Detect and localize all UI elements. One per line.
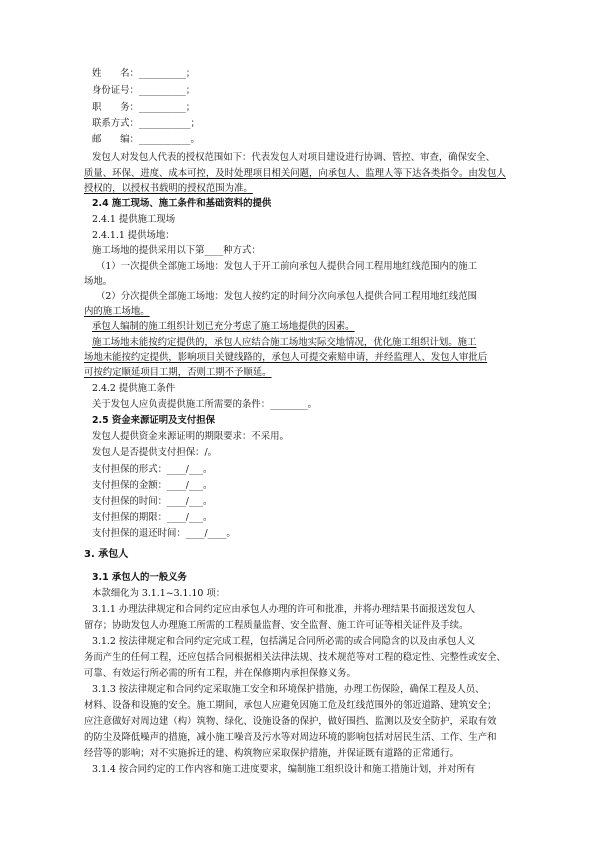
site-method-line: 施工场地的提供采用以下第____种方式： — [92, 245, 261, 256]
auth-scope-line-2: 质量、环保、进度、成本可控，及时处理项目相关问题，向承包人、监理人等下达各类指令。由发包人 — [84, 168, 506, 179]
site-delay-line-1: 施工场地未能按约定提供的，承包人应结合施工场地实际交地情况，优化施工组织计划。施工 — [92, 337, 477, 348]
subsection-2-4-1: 2.4.1 提供施工现场 — [92, 214, 176, 225]
section-2-5-heading: 2.5 资金来源证明及支付担保 — [92, 415, 215, 426]
item-3-1-1-line-2: 留存；协助发包人办理施工所需的工程质量监督、安全监督、施工许可证等相关证件及手续。 — [84, 620, 469, 631]
item-3-1-3-line-1: 3.1.3 按法律规定和合同约定采取施工安全和环境保护措施，办理工伤保险，确保工程及人员、 — [92, 684, 485, 695]
item-3-1-2-line-1: 3.1.2 按法律规定和合同约定完成工程，包括满足合同所必需的或合同隐含的以及由承包人义 — [92, 636, 476, 647]
funding-proof-line: 发包人提供资金来源证明的期限要求：不采用。 — [92, 431, 289, 442]
rep-title-line: 职 务：__________； — [92, 102, 196, 113]
site-factor-line: 承包人编制的施工组织计划已充分考虑了施工场地提供的因素。 — [92, 321, 355, 332]
item-3-1-1-line-1: 3.1.1 办理法律规定和合同约定应由承包人办理的许可和批准，并将办理结果书面报送发包人 — [92, 604, 476, 615]
guarantee-amount-line: 支付担保的金额：____/___。 — [92, 480, 213, 491]
site-delay-line-2: 场地未能按约定提供，影响项目关键线路的，承包人可提交索赔申请，并经监理人、发包人审批后 — [84, 352, 488, 363]
subsection-2-4-1-1: 2.4.1.1 提供场地： — [92, 230, 175, 241]
section-3-1-intro: 本款细化为 3.1.1~3.1.10 项： — [92, 588, 226, 599]
guarantee-period-line: 支付担保的期限：____/___。 — [92, 512, 213, 523]
section-3-1-heading: 3.1 承包人的一般义务 — [92, 572, 187, 583]
option-1-line-2: 场地。 — [84, 276, 113, 287]
item-3-1-3-line-5: 经营等的影响；对不实施拆迁的建、构筑物应采取保护措施，并保证既有道路的正常通行。 — [84, 748, 460, 759]
rep-name-line: 姓 名：__________； — [92, 68, 196, 79]
option-2-line-1: （2）分次提供全部施工场地：发包人按约定的时间分次向承包人提供合同工程用地红线范围 — [96, 291, 477, 302]
option-1-line-1: （1）一次提供全部施工场地：发包人于开工前向承包人提供合同工程用地红线范围内的施工 — [96, 261, 477, 272]
auth-scope-line-3: 授权的，以授权书载明的授权范围为准。 — [84, 183, 253, 194]
option-2-line-2: 内的施工场地。 — [84, 306, 150, 317]
site-delay-line-3: 可按约定顺延项目工期，否则工期不予顺延。 — [84, 367, 272, 378]
chapter-3-heading: 3. 承包人 — [84, 549, 129, 560]
item-3-1-3-line-4: 的防尘及降低噪声的措施，减小施工噪音及污水等对周边环境的影响包括对居民生活、工作、生产和 — [84, 732, 497, 743]
item-3-1-3-line-3: 应注意做好对周边建（构）筑物、绿化、设施设备的保护，做好围挡、监测以及安全防护，采取有效 — [84, 716, 497, 727]
auth-scope-line-1: 发包人对发包人代表的授权范围如下：代表发包人对项目建设进行协调、管控、审查，确保安全、 — [92, 152, 496, 163]
subsection-2-4-2: 2.4.2 提供施工条件 — [92, 383, 176, 394]
guarantee-form-line: 支付担保的形式：____/___。 — [92, 464, 213, 475]
item-3-1-2-line-3: 可靠、有效运行所必需的所有工程，并在保修期内承担保修义务。 — [84, 668, 356, 679]
conditions-line: 关于发包人应负责提供施工所需要的条件：________。 — [92, 399, 318, 410]
item-3-1-3-line-2: 材料、设备和设施的安全。施工期间，承包人应避免因施工危及红线范围外的邻近道路、建筑安全； — [84, 700, 497, 711]
item-3-1-2-line-2: 务而产生的任何工程，还应包括合同根据相关法律法规、技术规范等对工程的稳定性、完整性或安全、 — [84, 652, 506, 663]
section-2-4-heading: 2.4 施工现场、施工条件和基础资料的提供 — [92, 198, 272, 209]
item-3-1-4-line-1: 3.1.4 按合同约定的工作内容和施工进度要求，编制施工组织设计和施工措施计划，并对所有 — [92, 764, 476, 775]
rep-contact-line: 联系方式：___________； — [92, 118, 200, 129]
guarantee-time-line: 支付担保的时间：____/___。 — [92, 496, 213, 507]
rep-id-line: 身份证号：__________； — [92, 85, 196, 96]
guarantee-return-line: 支付担保的退还时间：____/____。 — [92, 528, 236, 539]
rep-postcode-line: 邮 编：___________。 — [92, 134, 200, 145]
payment-guarantee-line: 发包人是否提供支付担保：/。 — [92, 447, 218, 458]
